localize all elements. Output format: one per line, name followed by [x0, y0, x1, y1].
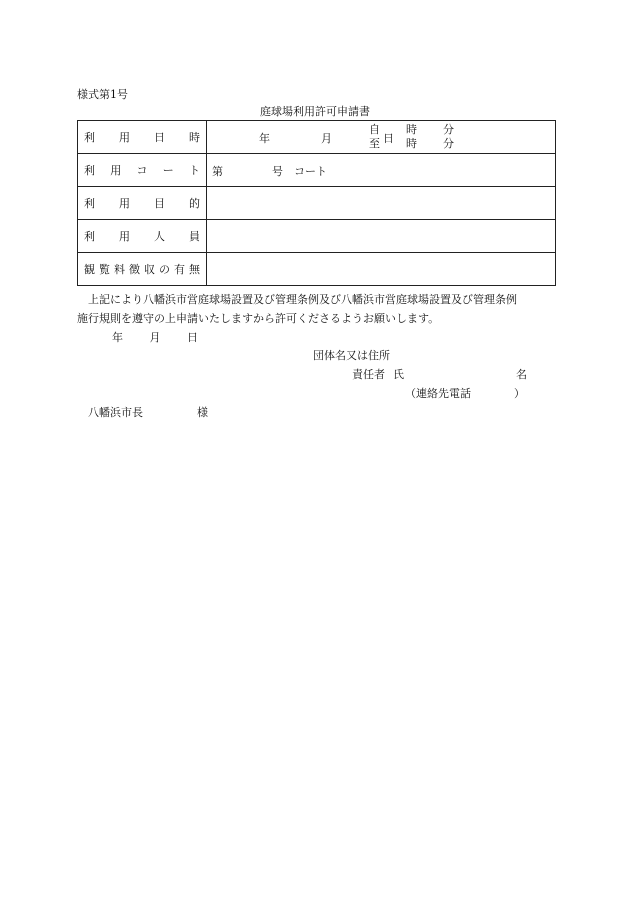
label-char: 利: [84, 131, 95, 144]
label-usage-purpose: [78, 187, 207, 220]
form-number: 様式第1号: [77, 88, 128, 101]
hour-unit: 時: [406, 123, 417, 136]
month-unit: 月: [321, 132, 332, 145]
addressee-honorific: 様: [197, 406, 208, 419]
phone-close-paren: ）: [514, 387, 525, 400]
label-char: 料: [114, 263, 125, 276]
label-char: 目: [154, 197, 165, 210]
addressee-line: [88, 404, 208, 420]
table-row-people: [78, 220, 556, 253]
responsible-person-left: [352, 366, 404, 382]
label-admission-fee: [78, 253, 207, 286]
responsible-person-line[interactable]: [352, 366, 527, 382]
name-last-char: 名: [516, 368, 527, 381]
declaration-text: [77, 290, 557, 328]
day-unit: 日: [187, 331, 198, 344]
declaration-line-1: 上記により八幡浜市営庭球場設置及び管理条例及び八幡浜市営庭球場設置及び管理条例: [88, 293, 517, 306]
label-char: 時: [189, 131, 200, 144]
responsible-label: 責任者: [352, 368, 385, 381]
label-char: 用: [110, 164, 122, 177]
time-to: [369, 137, 454, 151]
day-unit: 日: [383, 132, 394, 145]
org-or-address-label: 団体名又は住所: [313, 349, 390, 362]
court-prefix: 第: [212, 165, 223, 178]
phone-label: （連絡先電話: [405, 387, 471, 400]
name-first-char: 氏: [393, 368, 404, 381]
field-usage-court[interactable]: [207, 154, 556, 187]
label-char: 用: [119, 131, 130, 144]
table-row-admission-fee: [78, 253, 556, 286]
label-char: 的: [189, 197, 200, 210]
addressee-name: 八幡浜市長: [88, 406, 143, 419]
table-row-court: [78, 154, 556, 187]
to-prefix: 至: [369, 137, 380, 150]
year-unit: 年: [112, 331, 123, 344]
field-usage-datetime[interactable]: [207, 121, 556, 154]
month-unit: 月: [149, 331, 161, 344]
hour-unit: 時: [406, 137, 417, 150]
application-table: [77, 120, 556, 286]
minute-unit: 分: [443, 123, 454, 136]
label-usage-court: [78, 154, 207, 187]
label-char: 利: [84, 197, 95, 210]
label-usage-datetime: [78, 121, 207, 154]
field-usage-people[interactable]: [207, 220, 556, 253]
table-row-datetime: [78, 121, 556, 154]
label-char: 員: [189, 230, 200, 243]
label-char: 人: [154, 230, 165, 243]
label-char: 収: [144, 263, 155, 276]
court-suffix: 号 コート: [272, 165, 327, 178]
label-char: 無: [189, 263, 200, 276]
usage-time-range: [369, 123, 454, 151]
label-char: の: [159, 263, 170, 276]
from-prefix: 自: [369, 123, 380, 136]
declaration-line-2: 施行規則を遵守の上申請いたしますから許可くださるようお願いします。: [77, 312, 440, 325]
year-unit: 年: [259, 132, 270, 145]
field-admission-fee[interactable]: [207, 253, 556, 286]
label-usage-people: [78, 220, 207, 253]
contact-phone-line[interactable]: [405, 385, 525, 401]
label-char: 有: [174, 263, 185, 276]
time-from: [369, 123, 454, 137]
label-char: 利: [84, 230, 95, 243]
application-date[interactable]: [112, 329, 198, 345]
label-char: ー: [162, 164, 174, 177]
label-char: ト: [189, 164, 200, 177]
label-char: 観: [84, 263, 95, 276]
field-usage-purpose[interactable]: [207, 187, 556, 220]
label-char: 利: [84, 164, 95, 177]
label-char: 用: [119, 230, 130, 243]
label-char: 覧: [99, 263, 110, 276]
document-title: 庭球場利用許可申請書: [260, 105, 370, 118]
table-row-purpose: [78, 187, 556, 220]
label-char: コ: [136, 164, 148, 177]
label-char: 用: [119, 197, 130, 210]
label-char: 日: [154, 131, 165, 144]
label-char: 徴: [129, 263, 140, 276]
minute-unit: 分: [443, 137, 454, 150]
